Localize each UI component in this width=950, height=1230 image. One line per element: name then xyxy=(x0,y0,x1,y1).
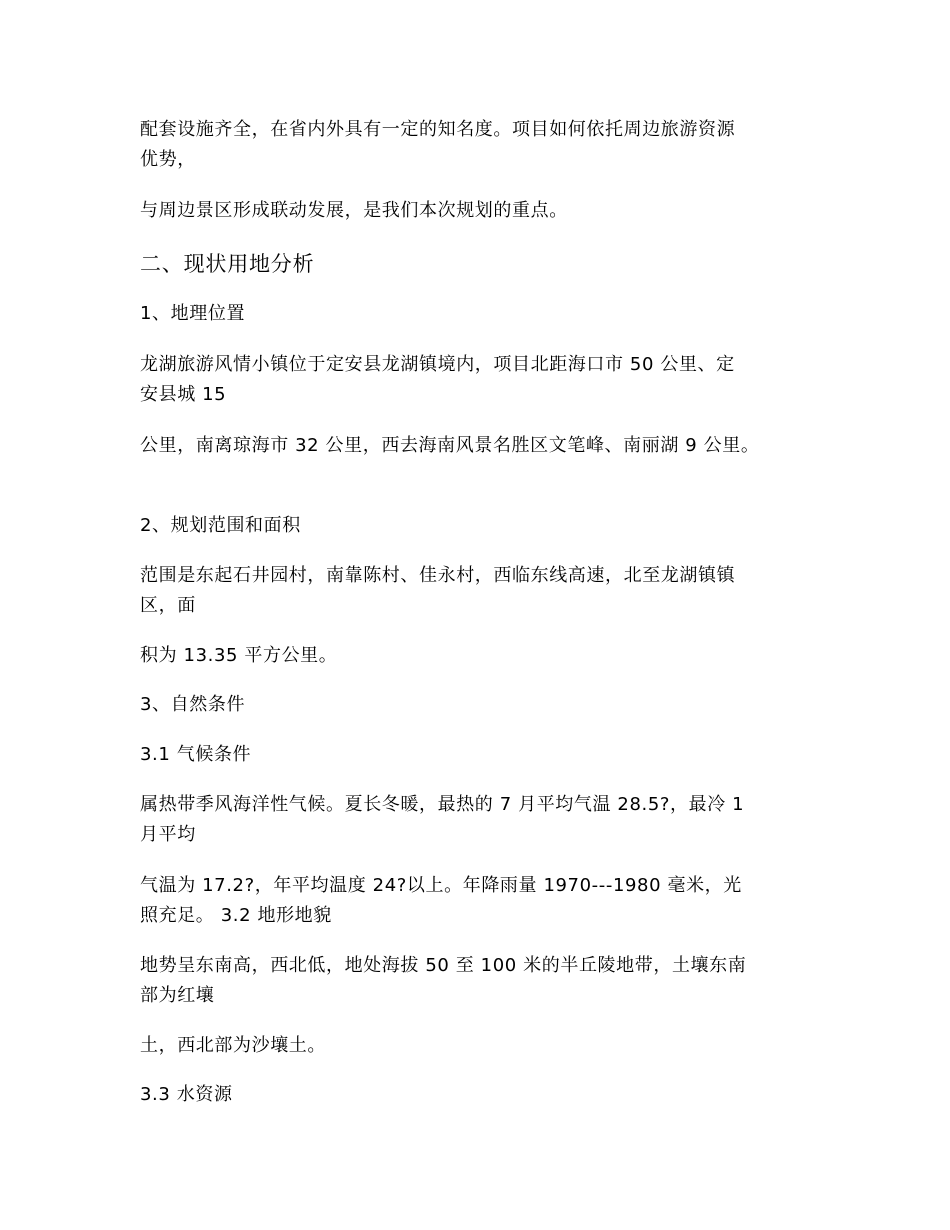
section-heading: 二、现状用地分析 xyxy=(140,252,315,276)
paragraph-line: 土，西北部为沙壤土。 xyxy=(140,1035,326,1056)
paragraph-line: 范围是东起石井园村，南靠陈村、佳永村，西临东线高速，北至龙湖镇镇 xyxy=(140,565,736,586)
paragraph-line: 属热带季风海洋性气候。夏长冬暖，最热的 7 月平均气温 28.5?，最冷 1 xyxy=(140,794,745,815)
paragraph-line: 月平均 xyxy=(140,824,196,845)
paragraph-line: 龙湖旅游风情小镇位于定安县龙湖镇境内，项目北距海口市 50 公里、定 xyxy=(140,354,735,375)
paragraph-line: 照充足。 3.2 地形地貌 xyxy=(140,905,332,926)
paragraph-line: 安县城 15 xyxy=(140,384,227,405)
subsection-heading: 2、规划范围和面积 xyxy=(140,515,301,536)
paragraph-line: 公里，南离琼海市 32 公里，西去海南风景名胜区文笔峰、南丽湖 9 公里。 xyxy=(140,435,760,456)
paragraph-line: 地势呈东南高，西北低，地处海拔 50 至 100 米的半丘陵地带，土壤东南 xyxy=(140,955,747,976)
paragraph-line: 与周边景区形成联动发展，是我们本次规划的重点。 xyxy=(140,200,568,221)
subsection-heading: 3.3 水资源 xyxy=(140,1084,233,1105)
subsection-heading: 3、自然条件 xyxy=(140,694,246,715)
paragraph-line: 气温为 17.2?，年平均温度 24?以上。年降雨量 1970---1980 毫米，光 xyxy=(140,875,742,896)
paragraph-line: 配套设施齐全，在省内外具有一定的知名度。项目如何依托周边旅游资源 xyxy=(140,119,736,140)
subsection-heading: 1、地理位置 xyxy=(140,303,246,324)
paragraph-line: 积为 13.35 平方公里。 xyxy=(140,645,338,666)
paragraph-line: 区，面 xyxy=(140,595,196,616)
paragraph-line: 部为红壤 xyxy=(140,985,215,1006)
subsection-heading: 3.1 气候条件 xyxy=(140,744,252,765)
paragraph-line: 优势， xyxy=(140,149,196,170)
